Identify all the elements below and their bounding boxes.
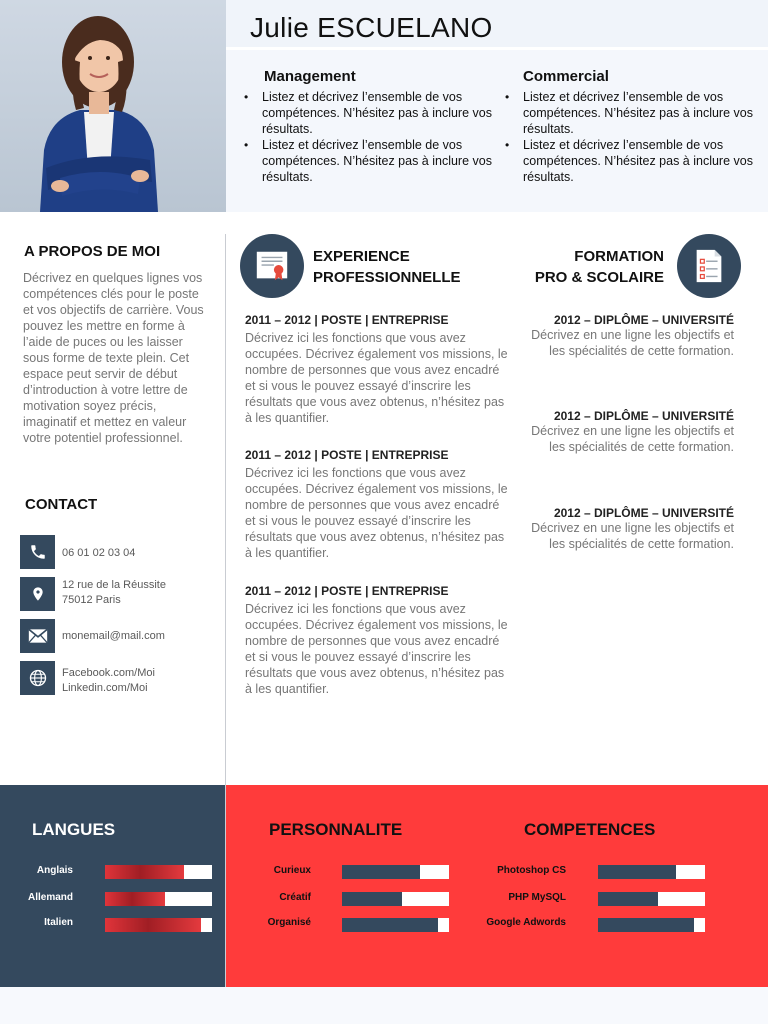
- language-label: Italien: [44, 917, 73, 928]
- competences-title: COMPETENCES: [524, 820, 656, 839]
- competence-bar: [598, 892, 705, 906]
- contact-address: [20, 577, 220, 611]
- personality-bar-fill: [342, 865, 420, 879]
- envelope-icon: [20, 619, 55, 653]
- skills-management-item: • Listez et décrivez l’ensemble de vos compétences. N’hésitez pas à inclure vos résultats.: [244, 89, 494, 137]
- languages-panel: [0, 785, 225, 987]
- language-bar: [105, 865, 212, 879]
- job-heading: 2011 – 2012 | POSTE | ENTREPRISE: [245, 584, 449, 598]
- personality-bar-fill: [342, 918, 438, 932]
- candidate-name: Julie ESCUELANO: [250, 12, 493, 43]
- degree-heading: 2012 – DIPLÔME – UNIVERSITÉ: [553, 409, 734, 423]
- about-title: A PROPOS DE MOI: [24, 243, 161, 260]
- job-entry: [245, 448, 510, 561]
- competence-bar: [598, 865, 705, 879]
- page-footer: [0, 987, 768, 1024]
- experience-title: [313, 246, 461, 288]
- skills-management: [244, 68, 494, 185]
- contact-email: [20, 619, 220, 653]
- competence-bar-fill: [598, 918, 694, 932]
- job-description: Décrivez ici les fonctions que vous avez occupées. Décrivez également vos missions, le nombre de personnes que vous avez encadré et si vous le pouvez essayé d’inscrire les résultats que vous avez obtenus, n’hésitez pas à les quantifier.: [245, 466, 508, 560]
- experience-title-line-1: EXPERIENCE: [313, 248, 410, 265]
- degree-entry: [530, 313, 734, 359]
- personality-bar: [342, 892, 449, 906]
- competence-label: Google Adwords: [486, 917, 566, 928]
- skills-commercial: [505, 68, 755, 185]
- checklist-document-icon: [677, 234, 741, 298]
- competence-label: Photoshop CS: [497, 865, 566, 876]
- language-label: Anglais: [36, 865, 73, 876]
- personality-label: Créatif: [279, 892, 311, 903]
- job-entry: [245, 584, 510, 697]
- globe-icon: [20, 661, 55, 695]
- job-description: Décrivez ici les fonctions que vous avez occupées. Décrivez également vos missions, le nombre de personnes que vous avez encadré et si vous le pouvez essayé d’inscrire les résultats que vous avez obtenus, n’hésitez pas à les quantifier.: [245, 602, 508, 696]
- personality-title: PERSONNALITE: [269, 820, 403, 839]
- experience-title-line-2: PROFESSIONNELLE: [313, 269, 461, 286]
- job-description: Décrivez ici les fonctions que vous avez occupées. Décrivez également vos missions, le nombre de personnes que vous avez encadré et si vous le pouvez essayé d’inscrire les résultats que vous avez obtenus, n’hésitez pas à les quantifier.: [245, 331, 508, 425]
- job-heading: 2011 – 2012 | POSTE | ENTREPRISE: [245, 448, 449, 462]
- competence-bar: [598, 918, 705, 932]
- competence-bar-fill: [598, 892, 658, 906]
- education-title: [520, 246, 664, 288]
- degree-description: Décrivez en une ligne les objectifs et les spécialités de cette formation.: [531, 328, 734, 358]
- degree-entry: [530, 506, 734, 552]
- competence-bar-fill: [598, 865, 676, 879]
- language-bar-fill: [105, 865, 184, 879]
- phone-number: 06 01 02 03 04: [62, 547, 136, 559]
- personality-bar-fill: [342, 892, 402, 906]
- social-linkedin[interactable]: Linkedin.com/Moi: [62, 682, 148, 694]
- language-bar: [105, 892, 212, 906]
- address-line-1: 12 rue de la Réussite: [62, 579, 166, 591]
- certificate-icon: [240, 234, 304, 298]
- language-bar-fill: [105, 918, 201, 932]
- degree-heading: 2012 – DIPLÔME – UNIVERSITÉ: [553, 313, 734, 327]
- job-heading: 2011 – 2012 | POSTE | ENTREPRISE: [245, 313, 449, 327]
- skills-commercial-title: Commercial: [523, 68, 609, 85]
- language-bar-fill: [105, 892, 165, 906]
- language-label: Allemand: [27, 892, 73, 903]
- contact-title: CONTACT: [25, 496, 98, 513]
- location-pin-icon: [20, 577, 55, 611]
- email-address[interactable]: monemail@mail.com: [62, 630, 165, 642]
- education-title-line-2: PRO & SCOLAIRE: [534, 269, 664, 286]
- skills-management-item: • Listez et décrivez l’ensemble de vos compétences. N’hésitez pas à inclure vos résultats.: [244, 137, 494, 185]
- phone-icon: [20, 535, 55, 569]
- personality-label: Curieux: [273, 865, 311, 876]
- job-entry: [245, 313, 510, 426]
- degree-description: Décrivez en une ligne les objectifs et les spécialités de cette formation.: [531, 521, 734, 551]
- education-title-line-1: FORMATION: [574, 248, 664, 265]
- profile-photo: [0, 0, 226, 212]
- contact-phone: [20, 535, 220, 569]
- competence-label: PHP MySQL: [508, 892, 566, 903]
- personality-bar: [342, 918, 449, 932]
- language-bar: [105, 918, 212, 932]
- skills-commercial-item: • Listez et décrivez l’ensemble de vos compétences. N’hésitez pas à inclure vos résultats.: [505, 137, 755, 185]
- social-facebook[interactable]: Facebook.com/Moi: [62, 667, 155, 679]
- skills-management-title: Management: [264, 68, 356, 85]
- contact-social: [20, 661, 220, 695]
- about-text: Décrivez en quelques lignes vos compétences clés pour le poste et vos objectifs de carrière. Vous pouvez les mettre en forme à l’aide de puces ou les laisser sous forme de texte plein. Cet espace peut servir de début d’introduction à votre lettre de motivation soyez précis, imaginatif et mettez en valeur votre potentiel professionnel.: [23, 271, 204, 445]
- personality-label: Organisé: [267, 917, 311, 928]
- address-line-2: 75012 Paris: [62, 594, 121, 606]
- personality-bar: [342, 865, 449, 879]
- degree-description: Décrivez en une ligne les objectifs et les spécialités de cette formation.: [531, 424, 734, 454]
- languages-title: LANGUES: [32, 820, 116, 839]
- degree-heading: 2012 – DIPLÔME – UNIVERSITÉ: [553, 506, 734, 520]
- skills-commercial-item: • Listez et décrivez l’ensemble de vos compétences. N’hésitez pas à inclure vos résultats.: [505, 89, 755, 137]
- skills-panel: [226, 785, 768, 987]
- degree-entry: [530, 409, 734, 455]
